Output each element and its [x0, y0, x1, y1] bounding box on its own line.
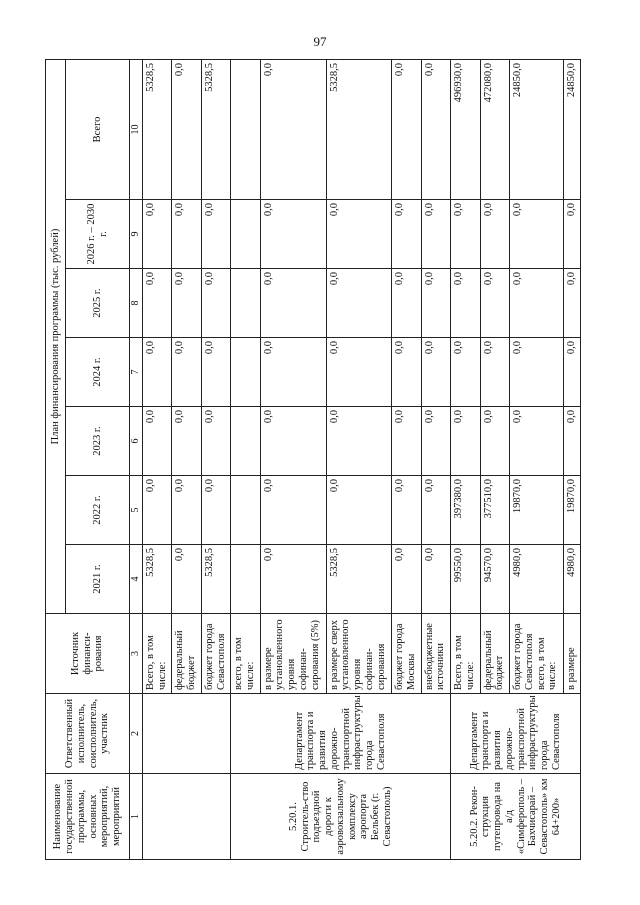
- value-cell: 0,0: [392, 200, 421, 269]
- executor: Департамент транспорта и развития дорожно-транспортной инфраструктуры города Севастополя: [231, 694, 451, 774]
- value-cell: 0,0: [201, 338, 230, 407]
- value-cell: 0,0: [326, 476, 392, 545]
- value-cell: 0,0: [260, 60, 326, 200]
- value-cell: 0,0: [326, 269, 392, 338]
- value-cell: [231, 200, 260, 269]
- value-cell: 0,0: [260, 338, 326, 407]
- source-cell: в размере сверх установленного уровня софинан-сирования: [326, 614, 392, 694]
- value-cell: 0,0: [480, 338, 509, 407]
- value-cell: [231, 60, 260, 200]
- source-cell: всего, в том числе:: [231, 614, 260, 694]
- header-year-2025: 2025 г.: [66, 269, 130, 338]
- value-cell: 0,0: [421, 545, 450, 614]
- value-cell: 94570,0: [480, 545, 509, 614]
- index-cell: 10: [130, 60, 143, 200]
- value-cell: 0,0: [260, 200, 326, 269]
- value-cell: 0,0: [260, 407, 326, 476]
- value-cell: 0,0: [510, 200, 564, 269]
- value-cell: 472080,0: [480, 60, 509, 200]
- value-cell: 0,0: [172, 476, 201, 545]
- value-cell: 0,0: [421, 60, 450, 200]
- value-cell: 0,0: [201, 407, 230, 476]
- value-cell: 0,0: [326, 200, 392, 269]
- value-cell: 0,0: [421, 200, 450, 269]
- index-cell: 1: [130, 774, 143, 860]
- header-source: Источник финанси-рования: [46, 614, 130, 694]
- value-cell: 0,0: [563, 338, 580, 407]
- value-cell: 0,0: [260, 476, 326, 545]
- value-cell: [231, 476, 260, 545]
- value-cell: 19870,0: [510, 476, 564, 545]
- index-cell: 4: [130, 545, 143, 614]
- value-cell: 0,0: [421, 407, 450, 476]
- value-cell: 0,0: [510, 407, 564, 476]
- value-cell: 4980,0: [563, 545, 580, 614]
- value-cell: 24850,0: [563, 60, 580, 200]
- value-cell: 0,0: [451, 269, 480, 338]
- value-cell: 0,0: [143, 407, 172, 476]
- source-cell: федеральный бюджет: [172, 614, 201, 694]
- header-total: Всего: [66, 60, 130, 200]
- value-cell: [231, 338, 260, 407]
- rotated-table-container: [45, 60, 581, 860]
- value-cell: 5328,5: [326, 545, 392, 614]
- value-cell: 0,0: [172, 200, 201, 269]
- value-cell: 0,0: [172, 269, 201, 338]
- header-plan-title: План финансирования программы (тыс. рублей): [46, 60, 66, 614]
- value-cell: [231, 269, 260, 338]
- executor: Департамент транспорта и развития дорожно-транспортной инфраструктуры города Севастополя: [451, 694, 581, 774]
- value-cell: 0,0: [421, 476, 450, 545]
- source-cell: в размере установленного уровня софинан-сирования (5%): [260, 614, 326, 694]
- financing-table: [45, 59, 581, 860]
- source-cell: бюджет города Москвы: [392, 614, 421, 694]
- source-cell: в размере: [563, 614, 580, 694]
- header-executor: Ответственный исполнитель, соисполнитель, участник: [46, 694, 130, 774]
- value-cell: 0,0: [143, 200, 172, 269]
- index-row: [130, 60, 143, 860]
- value-cell: 5328,5: [201, 545, 230, 614]
- value-cell: 24850,0: [510, 60, 564, 200]
- value-cell: [231, 407, 260, 476]
- header-year-2023: 2023 г.: [66, 407, 130, 476]
- header-year-2026-2030: 2026 г. – 2030 г.: [66, 200, 130, 269]
- value-cell: 0,0: [392, 338, 421, 407]
- value-cell: 0,0: [392, 545, 421, 614]
- value-cell: 0,0: [201, 200, 230, 269]
- value-cell: 0,0: [563, 269, 580, 338]
- value-cell: 0,0: [201, 269, 230, 338]
- value-cell: 5328,5: [143, 545, 172, 614]
- value-cell: 0,0: [480, 407, 509, 476]
- header-year-2024: 2024 г.: [66, 338, 130, 407]
- value-cell: 4980,0: [510, 545, 564, 614]
- value-cell: 0,0: [480, 200, 509, 269]
- value-cell: 0,0: [392, 476, 421, 545]
- value-cell: 0,0: [563, 200, 580, 269]
- value-cell: 0,0: [510, 338, 564, 407]
- value-cell: 19870,0: [563, 476, 580, 545]
- value-cell: 0,0: [563, 407, 580, 476]
- table-row: [143, 60, 172, 860]
- value-cell: 0,0: [143, 338, 172, 407]
- value-cell: 0,0: [326, 338, 392, 407]
- page-number: 97: [313, 34, 327, 49]
- value-cell: 397380,0: [451, 476, 480, 545]
- header-year-2021: 2021 г.: [66, 545, 130, 614]
- index-cell: 8: [130, 269, 143, 338]
- value-cell: 0,0: [201, 476, 230, 545]
- value-cell: [231, 545, 260, 614]
- value-cell: 5328,5: [326, 60, 392, 200]
- measure-name: [143, 774, 231, 860]
- value-cell: 0,0: [451, 407, 480, 476]
- value-cell: 0,0: [510, 269, 564, 338]
- header-year-2022: 2022 г.: [66, 476, 130, 545]
- value-cell: 496930,0: [451, 60, 480, 200]
- value-cell: 0,0: [172, 407, 201, 476]
- value-cell: 99550,0: [451, 545, 480, 614]
- value-cell: 0,0: [392, 407, 421, 476]
- index-cell: 7: [130, 338, 143, 407]
- value-cell: 5328,5: [143, 60, 172, 200]
- value-cell: 0,0: [260, 545, 326, 614]
- source-cell: бюджет города Севастополя всего, в том числе:: [510, 614, 564, 694]
- measure-name: 5.20.2. Рекон-струкция путепровода на а/д «Симферополь – Бахчисарай – Севастополь» км 64+200»: [451, 774, 581, 860]
- executor: [143, 694, 231, 774]
- source-cell: Всего, в том числе:: [143, 614, 172, 694]
- value-cell: 0,0: [392, 269, 421, 338]
- table-row: [451, 60, 480, 860]
- value-cell: 0,0: [172, 545, 201, 614]
- value-cell: 0,0: [392, 60, 421, 200]
- table-row: [231, 60, 260, 860]
- value-cell: 0,0: [172, 338, 201, 407]
- value-cell: 377510,0: [480, 476, 509, 545]
- index-cell: 2: [130, 694, 143, 774]
- index-cell: 5: [130, 476, 143, 545]
- value-cell: 0,0: [326, 407, 392, 476]
- index-cell: 3: [130, 614, 143, 694]
- source-cell: Всего, в том числе:: [451, 614, 480, 694]
- source-cell: внебюджетные источники: [421, 614, 450, 694]
- value-cell: 0,0: [451, 200, 480, 269]
- value-cell: 0,0: [451, 338, 480, 407]
- source-cell: федеральный бюджет: [480, 614, 509, 694]
- measure-name: 5.20.1. Строитель-ство подъездной дороги к аэровокзальному комплексу аэропорта Бельбек (г. Севастополь): [231, 774, 451, 860]
- value-cell: 0,0: [172, 60, 201, 200]
- value-cell: 0,0: [260, 269, 326, 338]
- value-cell: 0,0: [143, 476, 172, 545]
- index-cell: 6: [130, 407, 143, 476]
- value-cell: 0,0: [480, 269, 509, 338]
- value-cell: 5328,5: [201, 60, 230, 200]
- index-cell: 9: [130, 200, 143, 269]
- header-name: Наименование государственной программы, основных мероприятий, мероприятий: [46, 774, 130, 860]
- value-cell: 0,0: [421, 269, 450, 338]
- source-cell: бюджет города Севастополя: [201, 614, 230, 694]
- value-cell: 0,0: [421, 338, 450, 407]
- value-cell: 0,0: [143, 269, 172, 338]
